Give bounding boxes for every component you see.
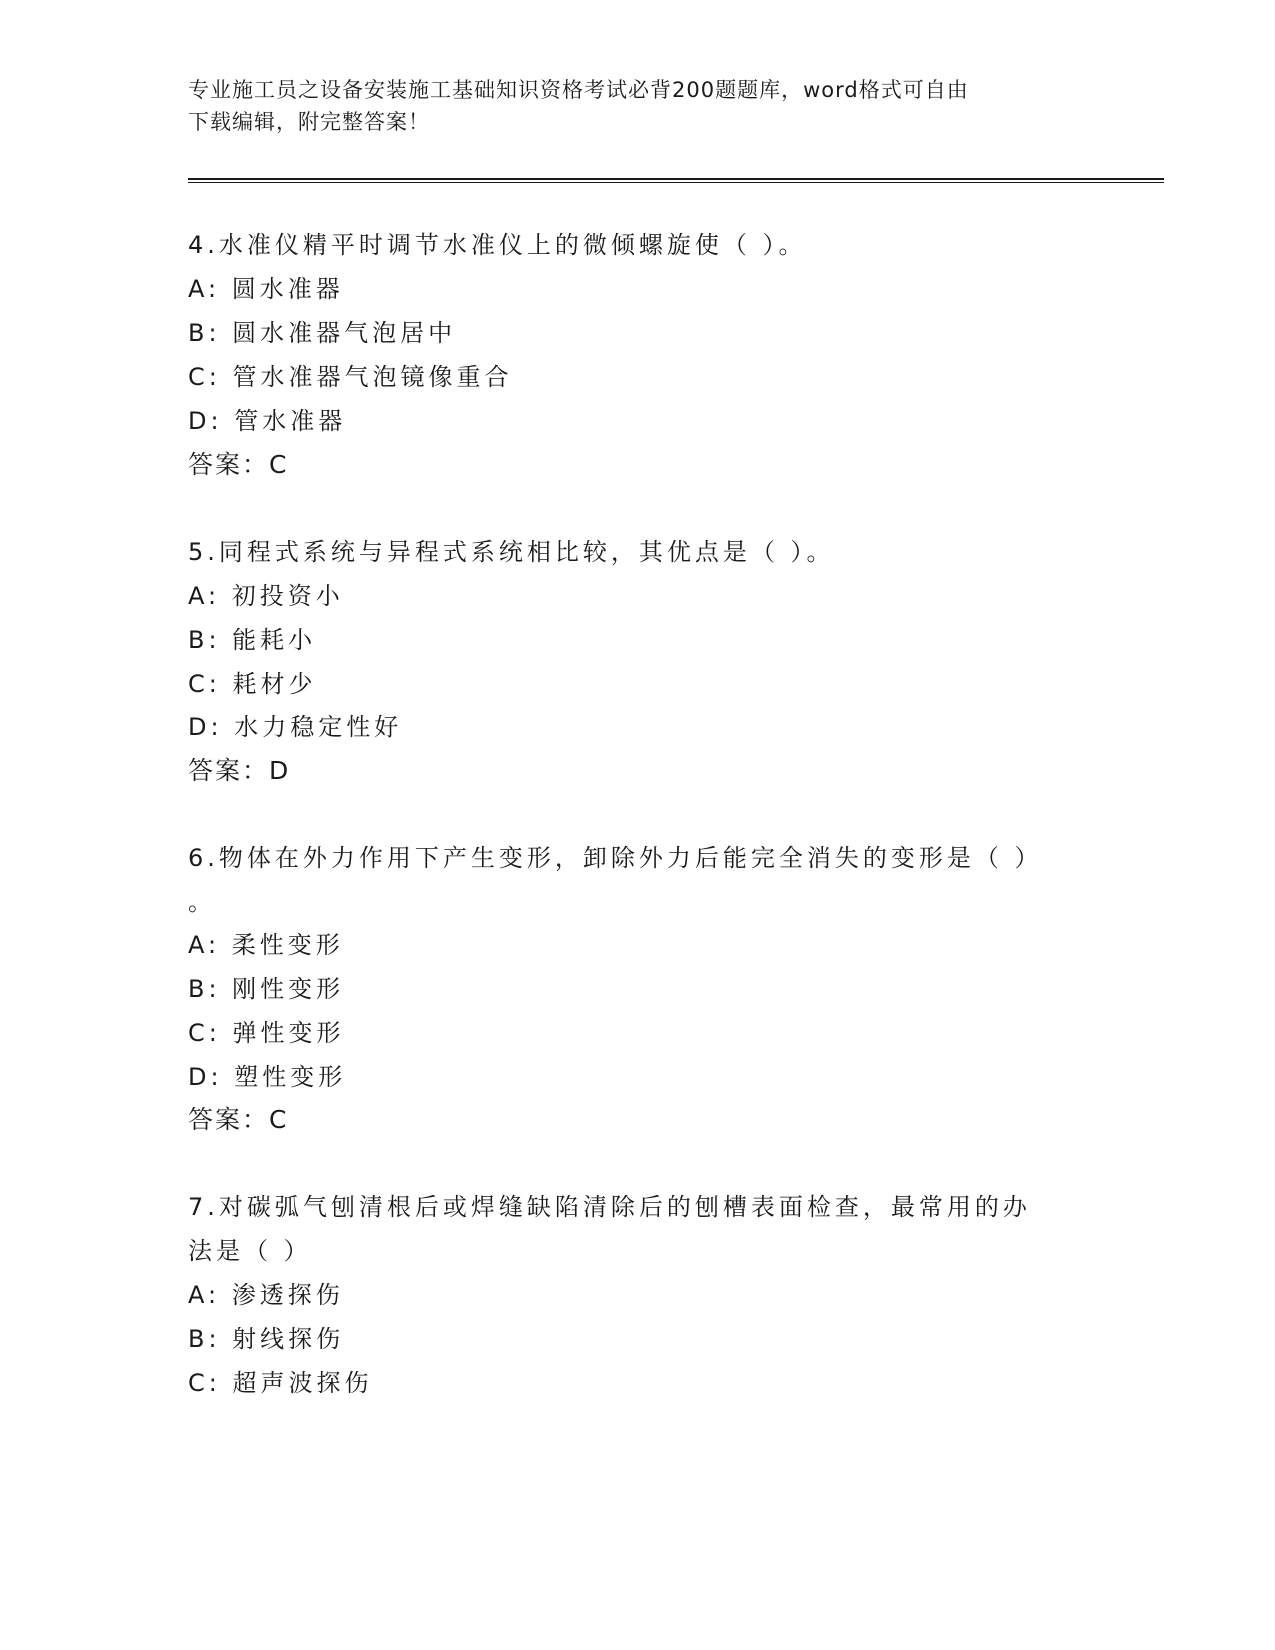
answer: 答案：C	[188, 450, 289, 479]
option-b: B: 刚性变形	[188, 975, 345, 1003]
title-line-2: 下载编辑，附完整答案！	[188, 110, 430, 134]
option-c: C: 耗材少	[188, 670, 317, 698]
document-title	[188, 74, 1088, 138]
option-a: A: 初投资小	[188, 582, 344, 610]
option-c: C: 弹性变形	[188, 1019, 345, 1047]
option-d: D: 管水准器	[188, 407, 347, 435]
option-d: D: 塑性变形	[188, 1063, 347, 1091]
question-stem: 4.水准仪精平时调节水准仪上的微倾螺旋使（ ）。	[188, 231, 807, 259]
header-divider	[188, 178, 1164, 183]
option-c: C: 管水准器气泡镜像重合	[188, 363, 513, 391]
title-line-1: 专业施工员之设备安装施工基础知识资格考试必背200题题库，word格式可自由	[188, 78, 969, 102]
option-d: D: 水力稳定性好	[188, 713, 403, 741]
question-stem: 6.物体在外力作用下产生变形，卸除外力后能完全消失的变形是（ ）	[188, 844, 1043, 872]
option-b: B: 圆水准器气泡居中	[188, 319, 457, 347]
answer: 答案：C	[188, 1105, 289, 1134]
option-c: C: 超声波探伤	[188, 1369, 373, 1397]
question-stem: 5.同程式系统与异程式系统相比较，其优点是（ ）。	[188, 538, 835, 566]
option-a: A: 柔性变形	[188, 931, 344, 959]
question-stem: 7.对碳弧气刨清根后或焊缝缺陷清除后的刨槽表面检查，最常用的办	[188, 1193, 1031, 1221]
option-b: B: 能耗小	[188, 626, 317, 654]
question-stem-continued: 法是（ ）	[188, 1237, 312, 1265]
answer: 答案：D	[188, 756, 291, 785]
question-stem-continued: 。	[188, 888, 216, 916]
option-a: A: 圆水准器	[188, 275, 344, 303]
option-b: B: 射线探伤	[188, 1325, 345, 1353]
option-a: A: 渗透探伤	[188, 1281, 344, 1309]
